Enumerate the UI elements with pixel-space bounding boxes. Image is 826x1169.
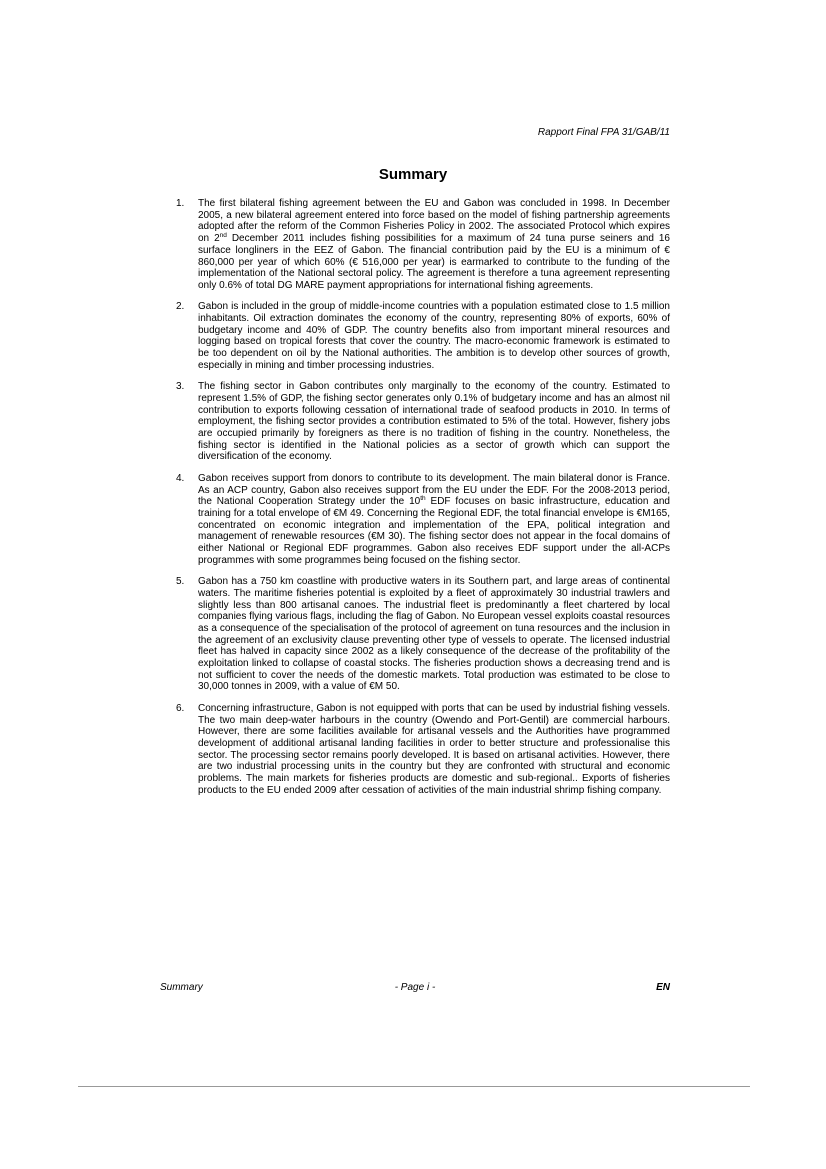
item-text: The first bilateral fishing agreement between the EU and Gabon was concluded in 1998. In December 2005, a new bilateral agreement entered into force based on the model of fishing partnership agreements adopted after the reform of the Common Fisheries Policy in 2002. The associated Protocol which expires on 2nd December 2011 includes fishing possibilities for a maximum of 24 tuna purse seiners and 16 surface longliners in the EEZ of Gabon. The financial contribution paid by the EU is a minimum of € 860,000 per year of which 60% (€ 516,000 per year) is earmarked to contribute to the funding of the implementation of the National sectoral policy. The agreement is therefore a tuna agreement representing only 0.6% of total DG MARE payment appropriations for international fishing agreements. — [198, 198, 670, 291]
list-item — [176, 198, 670, 292]
report-reference: Rapport Final FPA 31/GAB/11 — [537, 127, 670, 138]
item-number: 5. — [176, 576, 185, 588]
list-item — [176, 301, 670, 371]
item-text: Gabon has a 750 km coastline with productive waters in its Southern part, and large areas of continental waters. The maritime fisheries potential is exploited by a fleet of approximately 30 industrial trawlers and slightly less than 800 artisanal canoes. The industrial fleet is predominantly a fleet chartered by local companies flying various flags, including the flag of Gabon. No European vessel exploits coastal resources as a consequence of the specialisation of the protocol of agreement on tuna resources and the inclusion in the agreement of an exclusivity clause preventing other type of vessels to operate. The licensed industrial fleet has halved in capacity since 2002 as a likely consequence of the decrease of the profitability of the exploitation linked to collapse of coastal stocks. The fisheries production shows a decreasing trend and is not sufficient to cover the needs of the domestic markets. Total production was estimated to be close to 30,000 tonnes in 2009, with a value of €M 50. — [198, 576, 670, 693]
footer-section-name: Summary — [160, 982, 203, 993]
item-text: Gabon is included in the group of middle-income countries with a population estimated close to 1.5 million inhabitants. Oil extraction dominates the economy of the country, representing 80% of exports, 60% of budgetary income and 40% of GDP. The country benefits also from important mineral resources and logging based on tropical forests that cover the country. The macro-economic framework is estimated to be too dependent on oil by the National authorities. The ambition is to develop other sources of growth, especially in mining and timber processing industries. — [198, 301, 670, 371]
list-item — [176, 473, 670, 567]
list-item — [176, 576, 670, 693]
footer-language: EN — [656, 982, 670, 993]
item-text: The fishing sector in Gabon contributes only marginally to the economy of the country. Estimated to represent 1.5% of GDP, the fishing sector generates only 0.1% of budgetary income and has an almost nil contribution to exports following cessation of international trade of seafood products in 2010. In terms of employment, the fishing sector provides a contribution estimated to 5% of the total. However, fishery jobs are occupied primarily by foreigners as there is no tradition of fishing in the country. Nonetheless, the fishing sector is identified in the National policies as a sector of growth which can support the diversification of the economy. — [198, 381, 670, 463]
item-text: Gabon receives support from donors to contribute to its development. The main bilateral donor is France. As an ACP country, Gabon also receives support from the EU under the EDF. For the 2008-2013 period, the National Cooperation Strategy under the 10th EDF focuses on basic infrastructure, education and training for a total envelope of €M 49. Concerning the Regional EDF, the total financial envelope is €M165, concentrated on economic integration and implementation of the EPA, political integration and management of renewable resources (€M 30). The fishing sector does not appear in the focal domains of either National or Regional EDF programmes. Gabon also receives EDF support under the all-ACPs programmes with some programmes being focused on the fishing sector. — [198, 472, 670, 566]
bottom-divider — [78, 1086, 750, 1087]
item-number: 3. — [176, 381, 185, 393]
item-number: 6. — [176, 702, 185, 714]
list-item — [176, 381, 670, 463]
item-text: Concerning infrastructure, Gabon is not equipped with ports that can be used by industrial fishing vessels. The two main deep-water harbours in the country (Owendo and Port-Gentil) are commercial harbours. However, there are some facilities available for artisanal vessels and the Authorities have programmed development of additional artisanal landing facilities in order to better structure and professionalise this sector. The processing sector remains poorly developed. It is based on artisanal activities. However, there are two industrial processing units in the country but they are confronted with structural and economic problems. The main markets for fisheries products are domestic and sub-regional.. Exports of fisheries products to the EU ended 2009 after cessation of activities of the main industrial shrimp fishing company. — [198, 702, 670, 796]
item-number: 1. — [176, 198, 185, 209]
footer-page-number: - Page i - — [394, 982, 436, 993]
item-number: 2. — [176, 301, 185, 313]
page-title: Summary — [378, 166, 448, 183]
item-number: 4. — [176, 472, 185, 484]
page-footer — [160, 982, 670, 996]
list-item — [176, 703, 670, 797]
summary-list — [176, 198, 670, 806]
